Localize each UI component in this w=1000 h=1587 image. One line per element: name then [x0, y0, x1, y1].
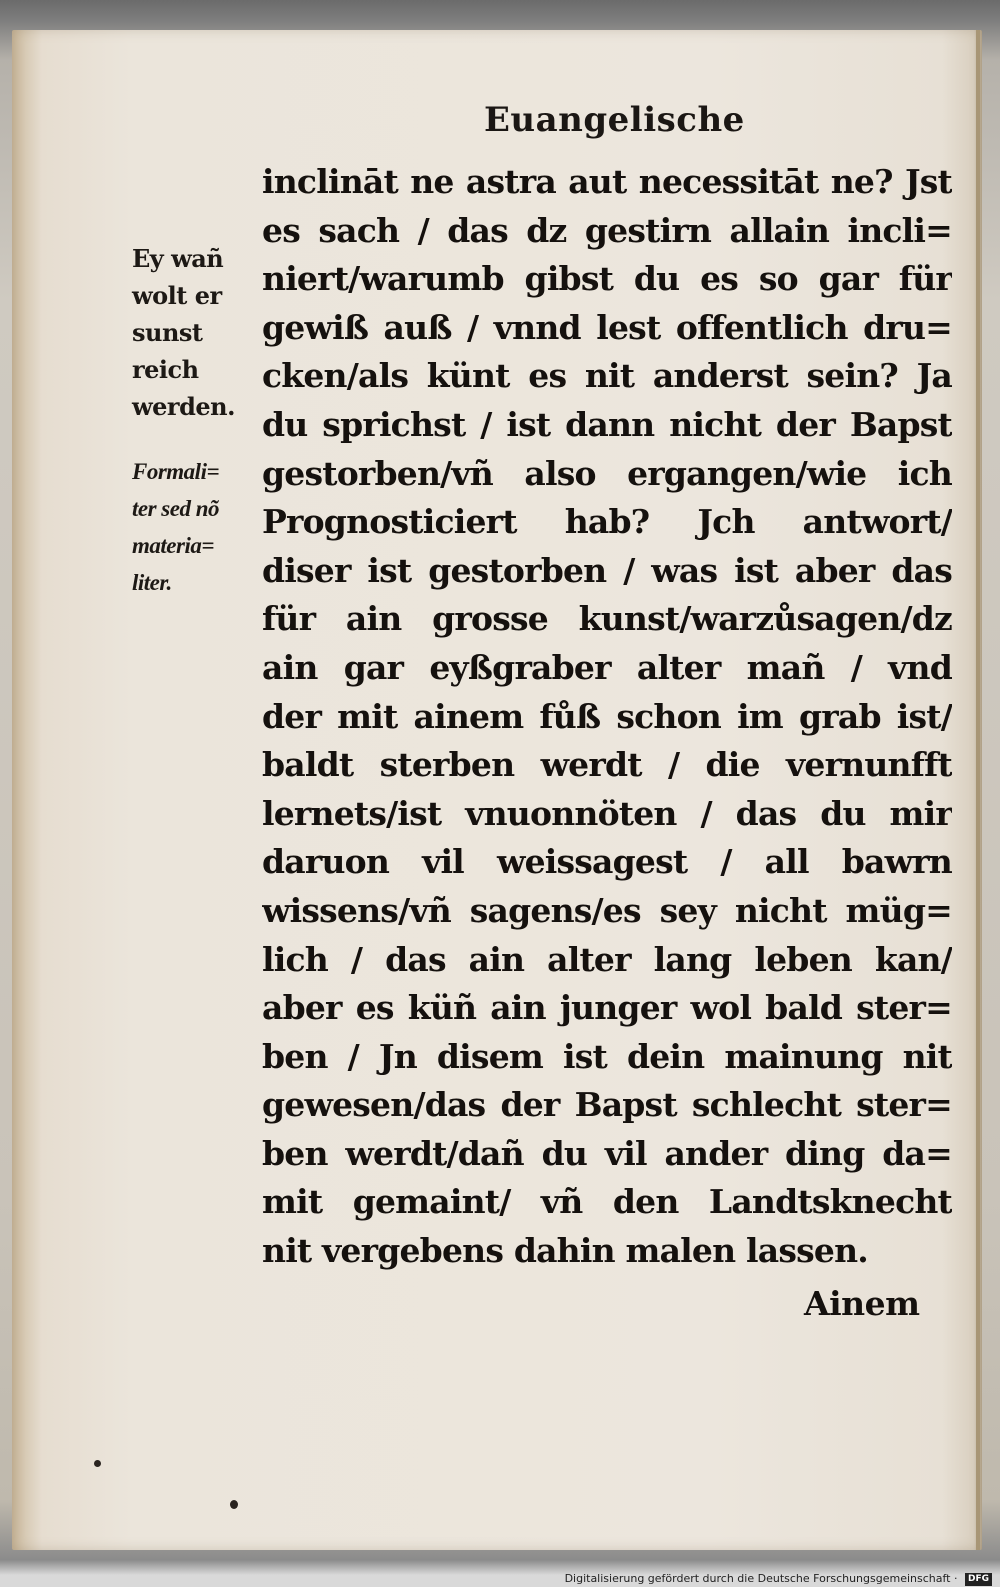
margin-note-1 — [132, 240, 262, 425]
text-line: inclināt ne astra aut necessitāt ne? Jst — [262, 162, 952, 201]
margin-note-line: liter. — [132, 570, 172, 595]
running-head: Euangelische — [484, 100, 745, 140]
text-line: gewesen/das der Bapst schlecht ster= — [262, 1085, 952, 1125]
text-line: ben werdt/dañ du vil ander ding da= — [262, 1133, 952, 1173]
text-line: aber es küñ ain junger wol bald ster= — [262, 988, 952, 1028]
digitization-credit — [565, 1572, 992, 1586]
text-line: ain gar eyßgraber alter mañ / vnd — [262, 647, 952, 687]
text-line: wissens/vñ sagens/es sey nicht müg= — [262, 890, 952, 930]
margin-note-line: Ey wañ — [132, 244, 224, 273]
text-line: ben / Jn disem ist dein mainung nit — [262, 1036, 952, 1076]
margin-note-line: werden. — [132, 392, 235, 421]
text-line: niert/warumb gibst du es so gar für — [262, 259, 952, 299]
text-line: gewiß auß / vnnd lest offentlich dru= — [262, 307, 952, 347]
credit-text: Digitalisierung gefördert durch die Deutsche Forschungsgemeinschaft · — [564, 1572, 958, 1585]
text-line: lich / das ain alter lang leben kan/ — [262, 939, 952, 979]
text-line: cken/als künt es nit anderst sein? Ja — [262, 356, 952, 396]
margin-note-line: ter sed nõ — [132, 496, 219, 521]
margin-note-line: sunst — [132, 318, 203, 347]
text-line: baldt sterben werdt / die vernunfft — [262, 745, 952, 785]
catchword: Ainem — [804, 1284, 920, 1323]
margin-notes — [132, 240, 262, 629]
text-line: mit gemaint/ vñ den Landtsknecht — [262, 1182, 952, 1222]
text-line: diser ist gestorben / was ist aber das — [262, 550, 952, 590]
dfg-logo: DFG — [965, 1573, 992, 1586]
page-edge — [976, 30, 980, 1550]
text-line: es sach / das dz gestirn allain incli= — [262, 210, 952, 250]
ink-spot — [94, 1460, 101, 1467]
text-line: lernets/ist vnuonnöten / das du mir — [262, 793, 952, 833]
text-line: für ain grosse kunst/warzůsagen/dz — [262, 599, 952, 639]
margin-note-line: reich — [132, 355, 199, 384]
text-line: Prognosticiert hab? Jch antwort/ — [262, 502, 952, 542]
margin-note-line: Formali= — [132, 459, 220, 484]
text-line: du sprichst / ist dann nicht der Bapst — [262, 404, 952, 444]
text-line: der mit ainem fůß schon im grab ist/ — [262, 696, 952, 736]
text-line: daruon vil weissagest / all bawrn — [262, 842, 952, 882]
text-line: nit vergebens dahin malen lassen. — [262, 1231, 868, 1271]
text-line: gestorben/vñ also ergangen/wie ich — [262, 453, 952, 493]
ink-spot — [230, 1500, 238, 1509]
margin-note-line: wolt er — [132, 281, 222, 310]
margin-note-2 — [132, 453, 262, 601]
body-text — [262, 158, 952, 1276]
margin-note-line: materia= — [132, 533, 214, 558]
